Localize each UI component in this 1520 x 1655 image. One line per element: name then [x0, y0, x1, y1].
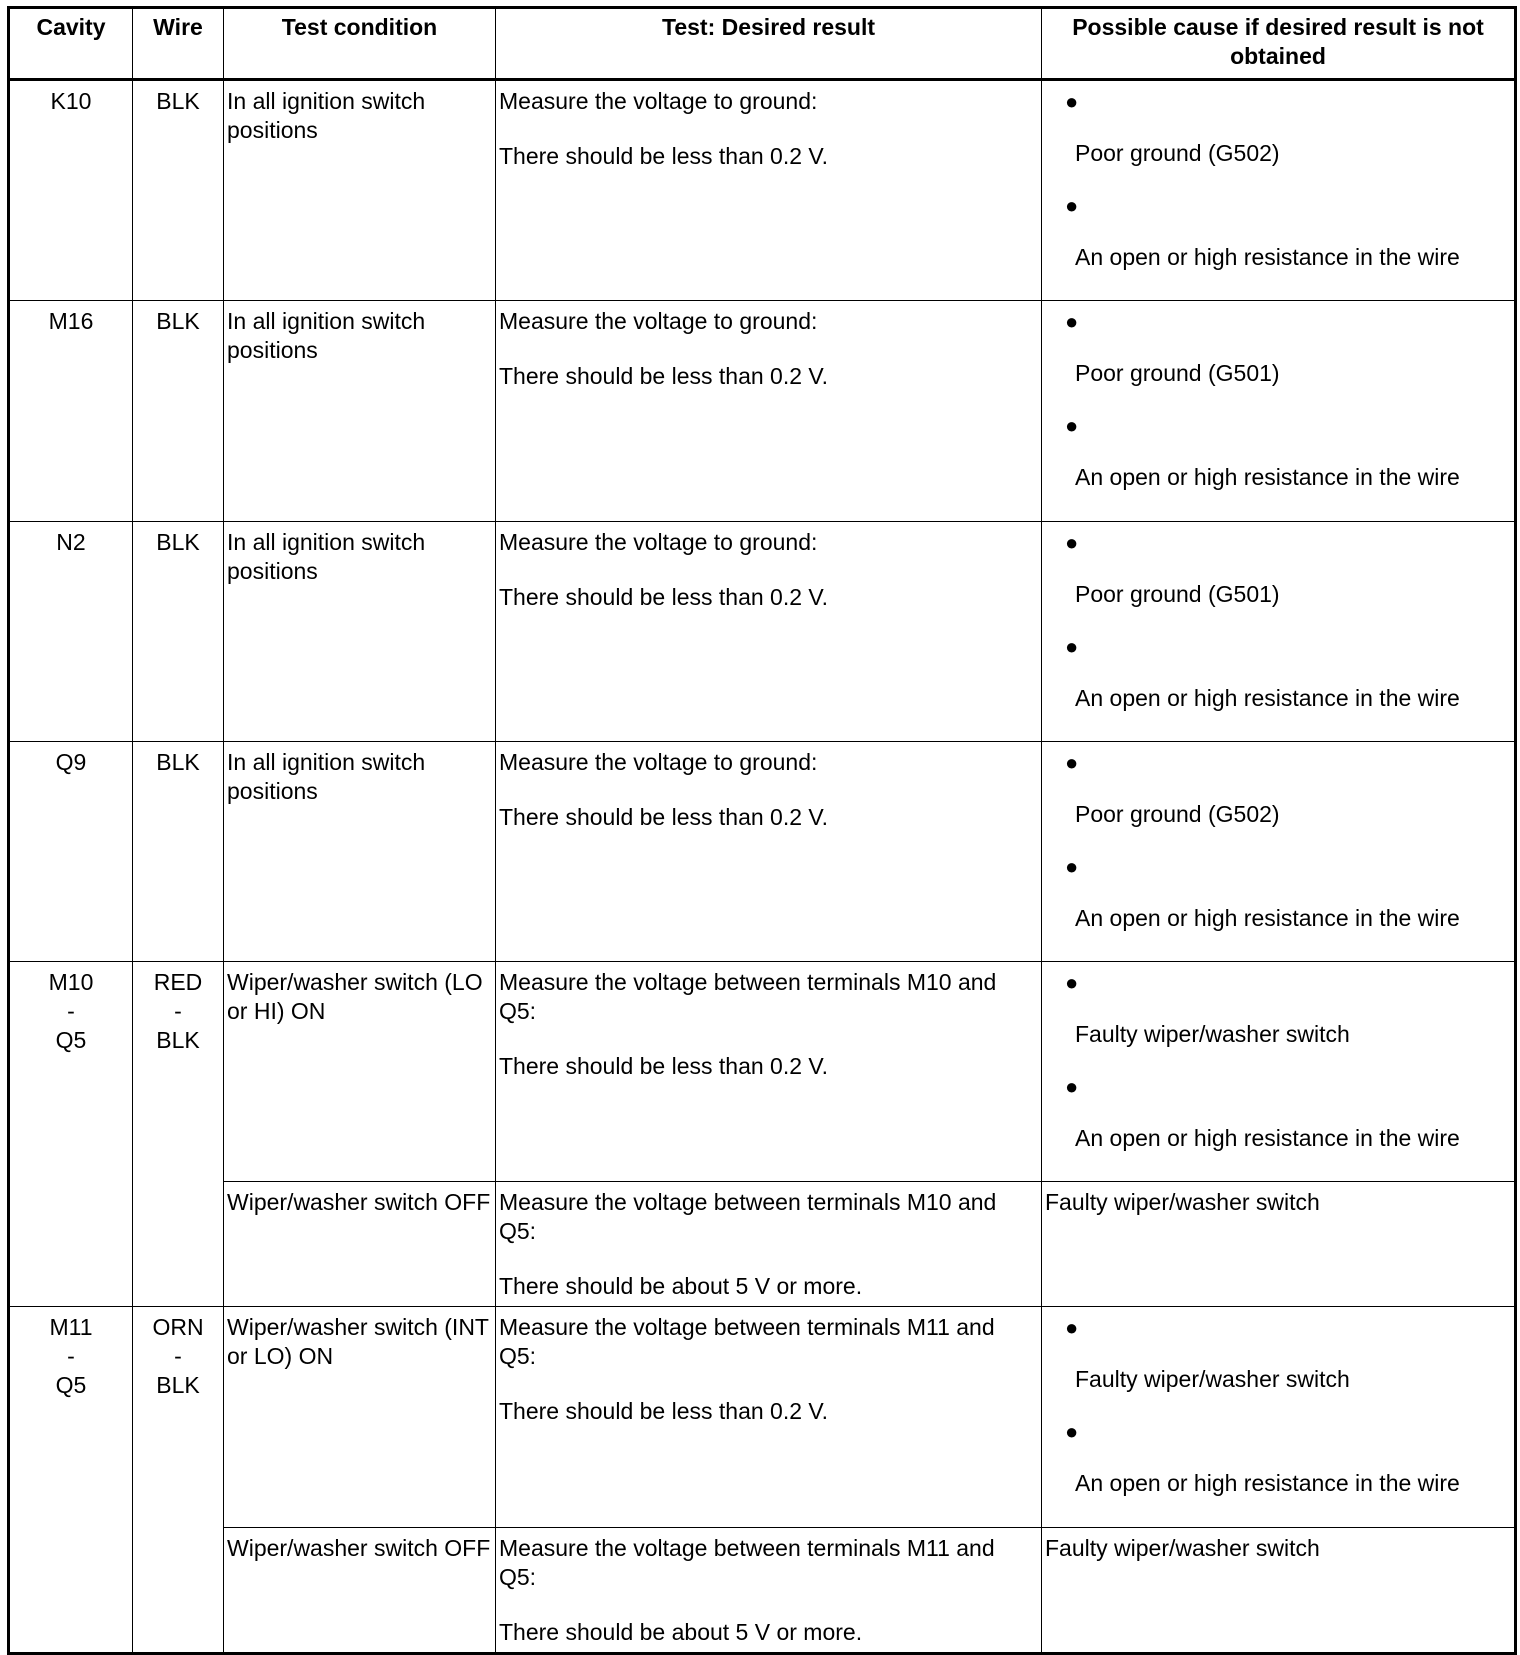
table-row	[9, 80, 1516, 301]
test-condition-cell: In all ignition switch positions	[224, 301, 496, 521]
bullet-icon: ●	[1065, 529, 1079, 555]
result-expected: There should be less than 0.2 V.	[499, 363, 829, 390]
cavity-cell	[9, 80, 133, 301]
cavity-cell	[9, 521, 133, 741]
result-expected: There should be less than 0.2 V.	[499, 143, 829, 169]
bullet-icon: ●	[1065, 193, 1079, 218]
test-condition-cell: In all ignition switch positions	[224, 741, 496, 961]
desired-result-cell	[496, 741, 1042, 961]
cavity-label: N2	[56, 528, 86, 555]
header-cavity: Cavity	[9, 8, 133, 80]
header-desired-result: Test: Desired result	[496, 8, 1042, 80]
desired-result-cell	[496, 521, 1042, 741]
table-row	[9, 1182, 1516, 1307]
cavity-label: M11	[49, 1314, 93, 1341]
result-expected: There should be less than 0.2 V.	[499, 1052, 829, 1079]
table-row	[9, 741, 1516, 961]
bullet-icon: ●	[1065, 853, 1079, 879]
cavity-separator: -	[67, 1343, 75, 1370]
possible-cause-cell	[1042, 961, 1516, 1181]
result-expected: There should be about 5 V or more.	[499, 1273, 863, 1300]
cause-text: Poor ground (G502)	[1075, 140, 1280, 166]
cause-text: Poor ground (G501)	[1075, 360, 1280, 387]
possible-cause-cell	[1042, 80, 1516, 301]
cavity-label: Q5	[55, 1026, 87, 1053]
possible-cause-cell	[1042, 1307, 1516, 1527]
bullet-icon: ●	[1065, 749, 1079, 775]
result-instruction: Measure the voltage to ground:	[499, 88, 818, 114]
wire-color: BLK	[156, 88, 200, 114]
desired-result-cell	[496, 1182, 1042, 1307]
cause-text: An open or high resistance in the wire	[1075, 1470, 1460, 1497]
cavity-label: Q9	[55, 748, 87, 775]
result-instruction: Measure the voltage to ground:	[499, 308, 818, 335]
bullet-icon: ●	[1065, 1315, 1079, 1341]
result-expected: There should be less than 0.2 V.	[499, 1398, 829, 1425]
header-wire: Wire	[133, 8, 224, 80]
table-row	[9, 961, 1516, 1181]
cause-text: An open or high resistance in the wire	[1075, 1124, 1460, 1151]
possible-cause-cell	[1042, 301, 1516, 521]
cavity-cell	[9, 301, 133, 521]
cavity-separator: -	[67, 997, 75, 1024]
result-instruction: Measure the voltage between terminals M10 and Q5:	[499, 1189, 997, 1245]
possible-cause-cell	[1042, 1527, 1516, 1653]
cause-text: Faulty wiper/washer switch	[1045, 1534, 1320, 1561]
bullet-icon: ●	[1065, 1073, 1079, 1099]
wire-separator: -	[174, 1343, 182, 1370]
wire-cell	[133, 80, 224, 301]
wire-color: ORN	[152, 1314, 204, 1341]
header-test-condition: Test condition	[224, 8, 496, 80]
cause-text: An open or high resistance in the wire	[1075, 684, 1460, 711]
possible-cause-cell	[1042, 1182, 1516, 1307]
header-row	[9, 8, 1516, 80]
bullet-icon: ●	[1065, 969, 1079, 995]
cause-text: Poor ground (G502)	[1075, 800, 1280, 827]
desired-result-cell	[496, 80, 1042, 301]
cavity-cell	[9, 741, 133, 961]
table-row	[9, 521, 1516, 741]
result-instruction: Measure the voltage to ground:	[499, 528, 818, 555]
test-condition-cell: Wiper/washer switch OFF	[224, 1527, 496, 1653]
wire-color: BLK	[156, 1372, 200, 1399]
wire-color: BLK	[156, 748, 200, 775]
test-condition-cell: Wiper/washer switch (LO or HI) ON	[224, 961, 496, 1181]
header-possible-cause: Possible cause if desired result is not obtained	[1042, 8, 1516, 80]
bullet-icon: ●	[1065, 309, 1079, 335]
desired-result-cell	[496, 1527, 1042, 1653]
cause-text: An open or high resistance in the wire	[1075, 464, 1460, 491]
desired-result-cell	[496, 961, 1042, 1181]
cause-text: Poor ground (G501)	[1075, 580, 1280, 607]
possible-cause-cell	[1042, 741, 1516, 961]
test-condition-cell: In all ignition switch positions	[224, 521, 496, 741]
wire-color: BLK	[156, 1026, 200, 1053]
wire-cell	[133, 521, 224, 741]
result-instruction: Measure the voltage between terminals M10 and Q5:	[499, 968, 997, 1024]
desired-result-cell	[496, 301, 1042, 521]
wire-color: BLK	[156, 308, 200, 335]
result-instruction: Measure the voltage between terminals M11 and Q5:	[499, 1314, 995, 1370]
bullet-icon: ●	[1065, 633, 1079, 659]
wire-cell	[133, 961, 224, 1306]
cause-text: Faulty wiper/washer switch	[1045, 1189, 1320, 1216]
cavity-cell	[9, 1307, 133, 1654]
result-expected: There should be less than 0.2 V.	[499, 803, 829, 830]
test-condition-cell: In all ignition switch positions	[224, 80, 496, 301]
wire-cell	[133, 741, 224, 961]
wire-color: BLK	[156, 528, 200, 555]
cavity-label: M10	[48, 968, 94, 995]
table-row	[9, 1307, 1516, 1527]
test-table	[7, 6, 1517, 1655]
bullet-icon: ●	[1065, 1419, 1079, 1445]
wire-separator: -	[174, 997, 182, 1024]
bullet-icon: ●	[1065, 89, 1079, 114]
cause-text: An open or high resistance in the wire	[1075, 904, 1460, 931]
test-condition-cell: Wiper/washer switch OFF	[224, 1182, 496, 1307]
cause-text: An open or high resistance in the wire	[1075, 244, 1460, 270]
possible-cause-cell	[1042, 521, 1516, 741]
wire-cell	[133, 1307, 224, 1654]
result-instruction: Measure the voltage between terminals M11 and Q5:	[499, 1534, 995, 1590]
result-expected: There should be about 5 V or more.	[499, 1618, 863, 1645]
bullet-icon: ●	[1065, 413, 1079, 439]
wire-color: RED	[153, 968, 203, 995]
table-row	[9, 301, 1516, 521]
cavity-label: M16	[48, 308, 94, 335]
desired-result-cell	[496, 1307, 1042, 1527]
result-instruction: Measure the voltage to ground:	[499, 748, 818, 775]
cavity-label: Q5	[55, 1372, 87, 1399]
cause-text: Faulty wiper/washer switch	[1075, 1366, 1350, 1393]
wire-cell	[133, 301, 224, 521]
cause-text: Faulty wiper/washer switch	[1075, 1020, 1350, 1047]
result-expected: There should be less than 0.2 V.	[499, 583, 829, 610]
cavity-cell	[9, 961, 133, 1306]
table-row	[9, 1527, 1516, 1653]
test-condition-cell: Wiper/washer switch (INT or LO) ON	[224, 1307, 496, 1527]
cavity-label: K10	[50, 88, 92, 114]
